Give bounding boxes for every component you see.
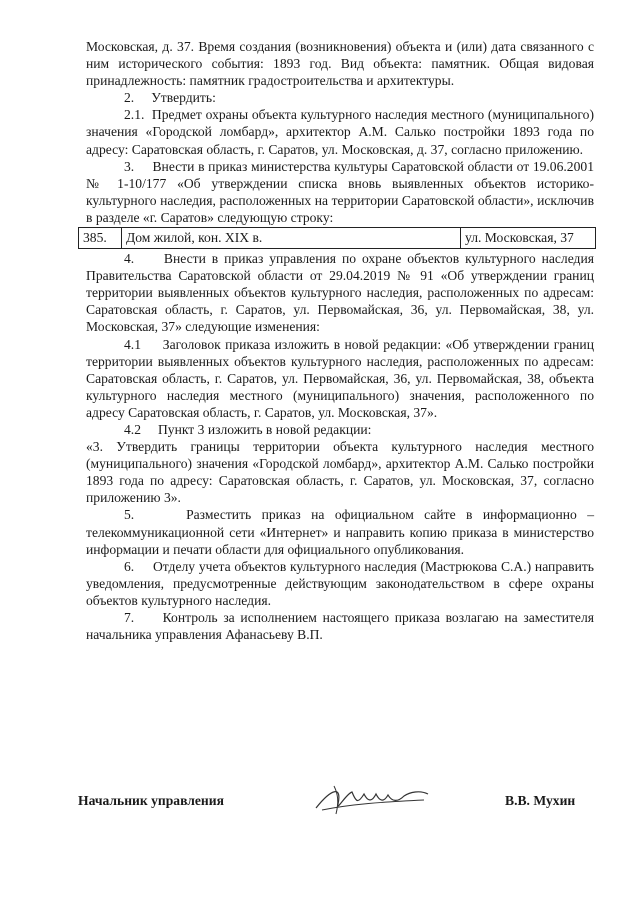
paragraph-item-3: 3. Внести в приказ министерства культуры Саратовской области от 19.06.2001 № 1-10/177 «Об утверждении списка вновь выявленных объектов историко-культурного наследия, расположенных на территории Саратовской области», исключив в разделе «г. Саратов» следующую строку:	[86, 158, 594, 225]
paragraph-item-2-1: 2.1. Предмет охраны объекта культурного наследия местного (муниципального) значения «Городской ломбард», архитектор А.М. Салько постройки 1893 года по адресу: Саратовская область, г. Саратов, ул. Московская, д. 37, согласно приложению.	[86, 107, 594, 157]
row-number: 385.	[79, 228, 122, 249]
paragraph-item-4-1: 4.1 Заголовок приказа изложить в новой редакции: «Об утверждении границ территории выявленных объектов культурного наследия, расположенных по адресам: Саратовская область, г. Саратов, ул. Первомайская, 36, ул. Первомайская, 38, объекта культурного наследия местного (муниципального) значения, расположенного по адресу Саратовская область, г. Саратов, ул. Московская, 37».	[86, 336, 594, 420]
excluded-row-table	[78, 227, 596, 249]
paragraph-item-4-2: 4.2 Пункт 3 изложить в новой редакции:	[124, 421, 372, 437]
paragraph-new-item-3: «3. Утвердить границы территории объекта культурного наследия местного (муниципального) значения «Городской ломбард», архитектор А.М. Салько постройки 1893 года по адресу: Саратовская область, г. Саратов, ул. Московская, 37, согласно приложению 3».	[86, 439, 594, 506]
paragraph-item-4: 4. Внести в приказ управления по охране объектов культурного наследия Правительства Саратовской области от 29.04.2019 № 91 «Об утверждении границ территории выявленных объектов культурного наследия, расположенных по адресам: Саратовская область, г. Саратов, ул. Первомайская, 36, ул. Первомайская, 38, ул. Московская, 37» следующие изменения:	[86, 251, 594, 335]
paragraph-object-info: Московская, д. 37. Время создания (возникновения) объекта и (или) дата связанного с ним исторического события: 1893 год. Вид объекта: памятник. Общая видовая принадлежность: памятник градостроительства и архитектуры.	[86, 39, 594, 89]
row-object-name: Дом жилой, кон. XIX в.	[122, 228, 461, 249]
paragraph-item-5: 5. Разместить приказ на официальном сайте в информационно – телекоммуникационной сети «Интернет» и направить копию приказа в министерство информации и печати области для официального опубликования.	[86, 507, 594, 557]
document-body	[83, 38, 594, 643]
row-address: ул. Московская, 37	[461, 228, 596, 249]
signatory-name: В.В. Мухин	[505, 793, 576, 808]
handwritten-signature	[312, 780, 432, 820]
table-row	[79, 228, 596, 249]
paragraph-item-6: 6. Отделу учета объектов культурного наследия (Мастрюкова С.А.) направить уведомления, предусмотренные действующим законодательством в сфере охраны объектов культурного наследия.	[86, 558, 594, 608]
paragraph-item-7: 7. Контроль за исполнением настоящего приказа возлагаю на заместителя начальника управления Афанасьеву В.П.	[86, 610, 594, 643]
signatory-position: Начальник управления	[78, 793, 224, 808]
paragraph-item-2: 2. Утвердить:	[124, 90, 216, 106]
